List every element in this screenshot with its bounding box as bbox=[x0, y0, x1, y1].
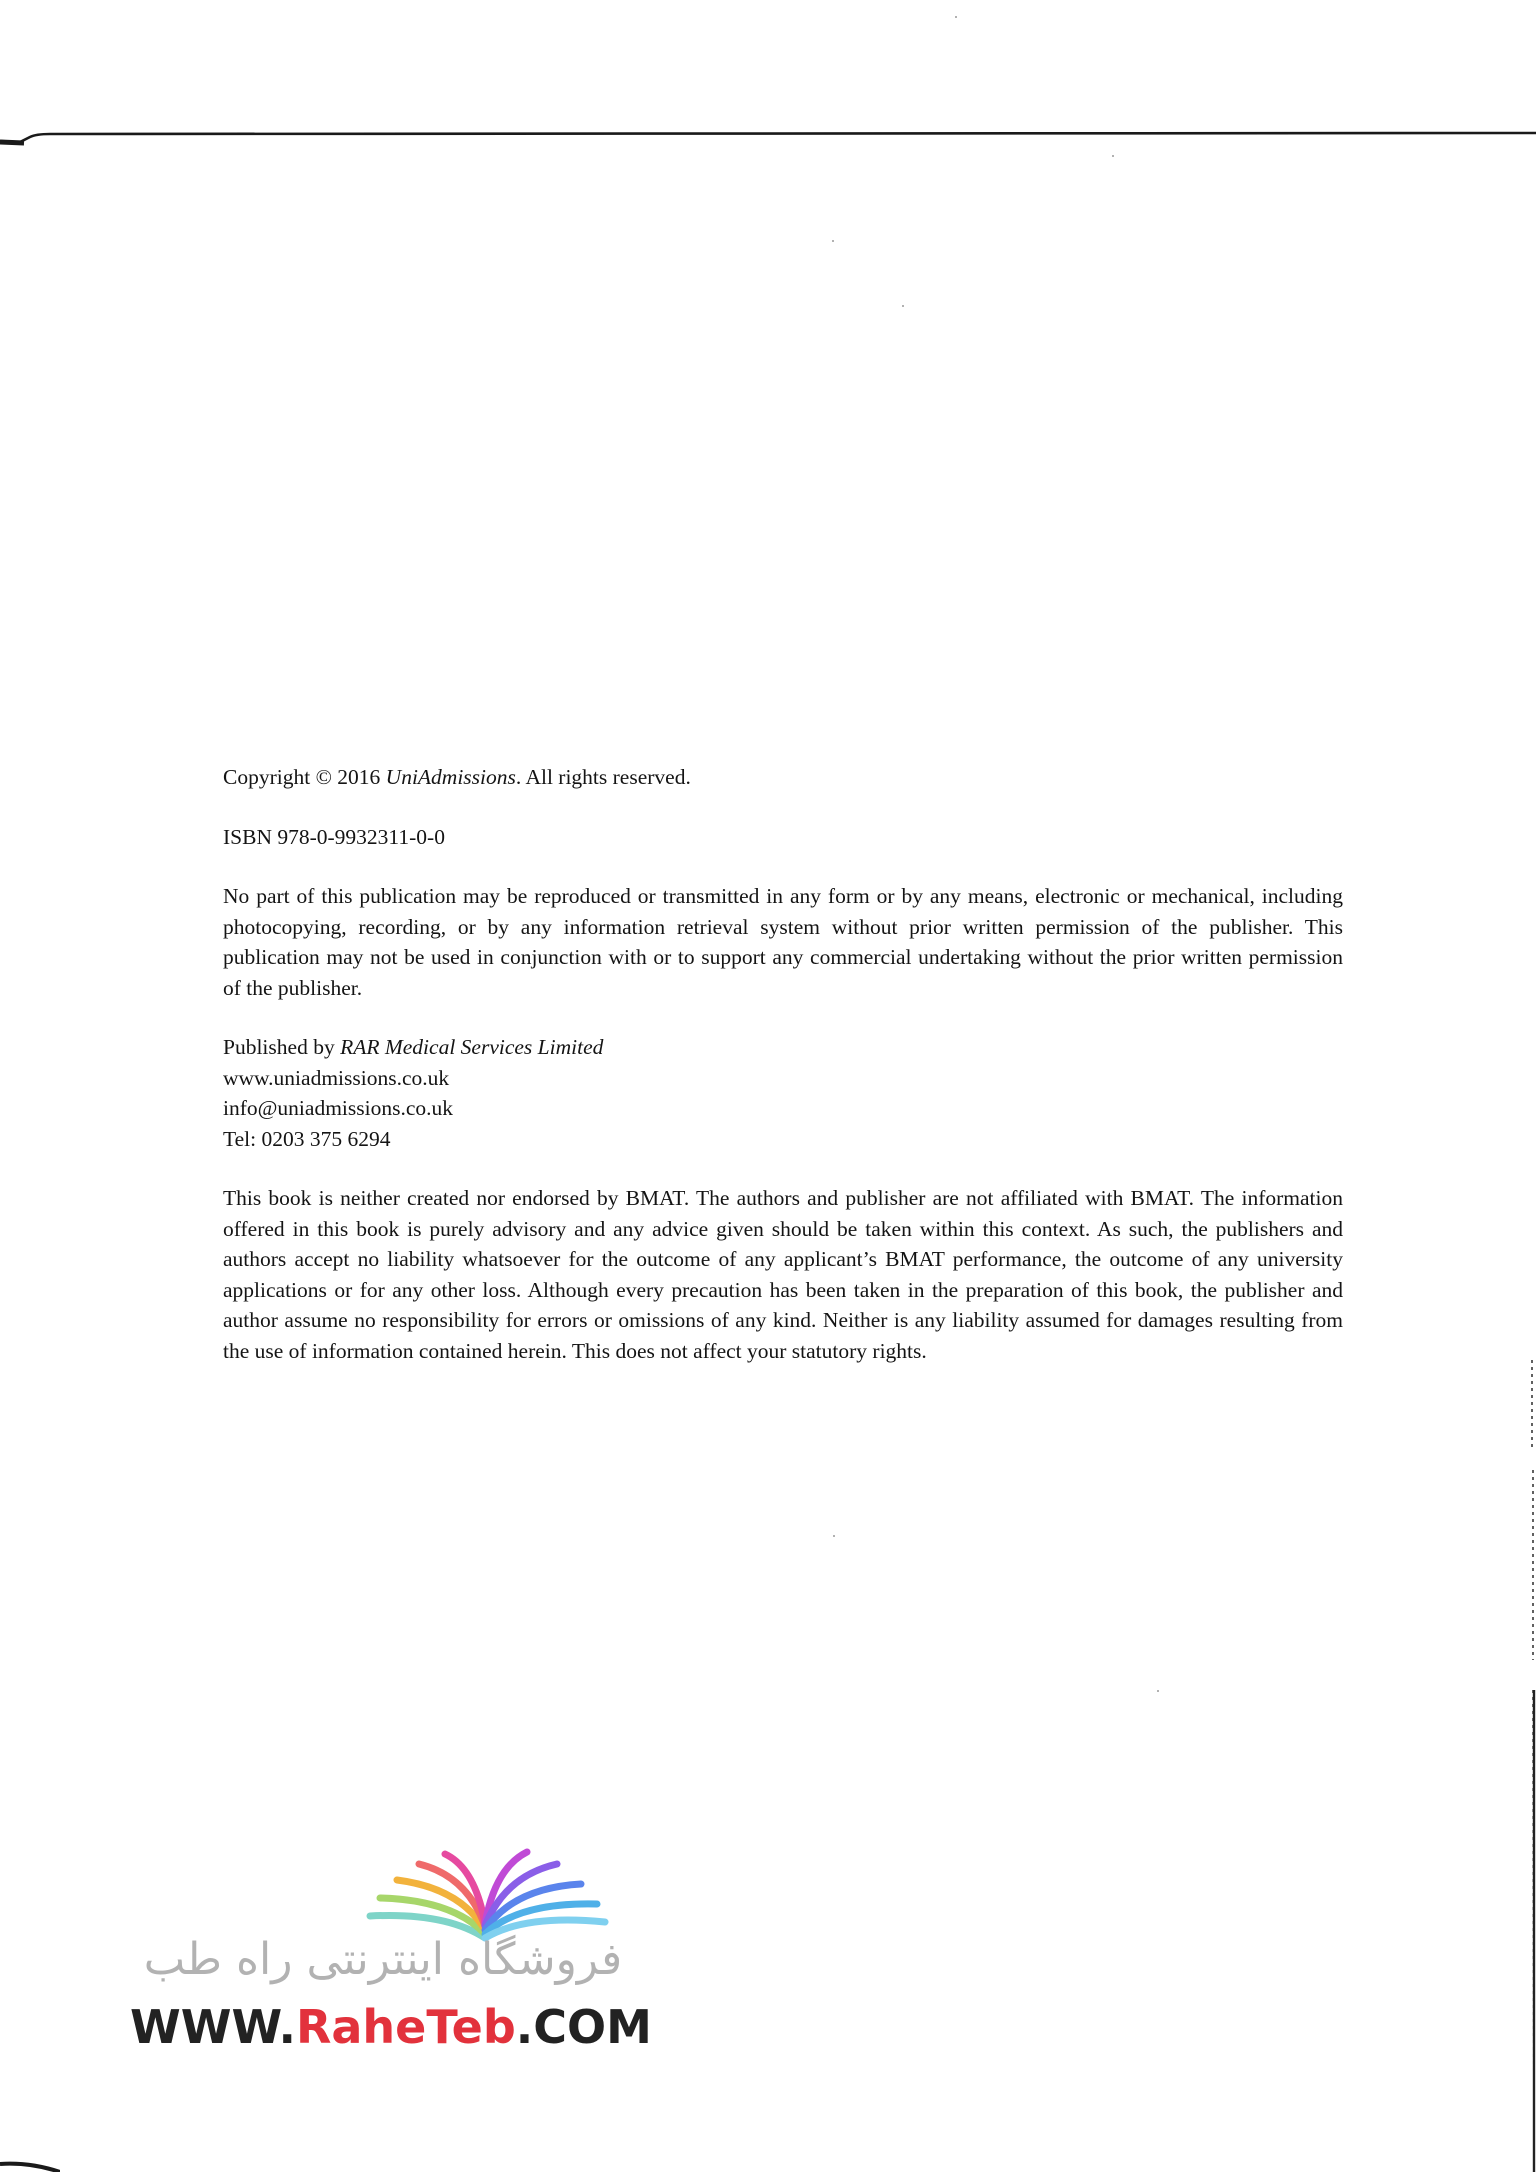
scan-speck bbox=[902, 305, 904, 307]
publisher-phone: Tel: 0203 375 6294 bbox=[223, 1126, 391, 1151]
reproduction-notice: No part of this publication may be reproduced or transmitted in any form or by any means, electronic or mechanical, including photocopying, recording, or by any information retrieval system without prior written permission of the publisher. This publication may not be used in conjunction with or to support any commercial undertaking without the prior written permission of the publisher. bbox=[223, 884, 1343, 1000]
publisher-name: RAR Medical Services Limited bbox=[340, 1035, 604, 1059]
publisher-line: Published by RAR Medical Services Limited bbox=[223, 1035, 604, 1059]
copyright-page bbox=[223, 762, 1343, 1366]
scan-speck bbox=[1157, 1690, 1159, 1692]
publisher-website: www.uniadmissions.co.uk bbox=[223, 1065, 450, 1090]
scan-speck bbox=[833, 1535, 835, 1537]
scan-speck bbox=[955, 16, 957, 18]
scan-bottom-left bbox=[0, 2150, 60, 2172]
scan-speck bbox=[1112, 155, 1114, 157]
scan-speck bbox=[832, 240, 834, 242]
watermark-persian-text: فروشگاه اینترنتی راه طب bbox=[143, 1934, 623, 1985]
company-name: UniAdmissions bbox=[385, 765, 516, 789]
isbn: ISBN 978-0-9932311-0-0 bbox=[223, 824, 445, 849]
scan-right-edge bbox=[1526, 1360, 1536, 2172]
disclaimer: This book is neither created nor endorsed by BMAT. The authors and publisher are not affiliated with BMAT. The information offered in this book is purely advisory and any advice given should be taken within this context. As such, the publishers and authors accept no liability whatsoever for the outcome of any applicant’s BMAT performance, the outcome of any university applications or for any other loss. Although every precaution has been taken in the preparation of this book, the publisher and author assume no responsibility for errors or omissions of any kind. Neither is any liability assumed for damages resulting from the use of information contained herein. This does not affect your statutory rights. bbox=[223, 1186, 1343, 1363]
copyright-line: Copyright © 2016 UniAdmissions. All rights reserved. bbox=[223, 765, 691, 789]
scan-top-rule bbox=[0, 130, 1536, 150]
publisher-email: info@uniadmissions.co.uk bbox=[223, 1096, 454, 1120]
watermark-url: WWW.RaheTeb.COM bbox=[130, 2000, 652, 2054]
publisher-info bbox=[223, 1032, 1343, 1154]
